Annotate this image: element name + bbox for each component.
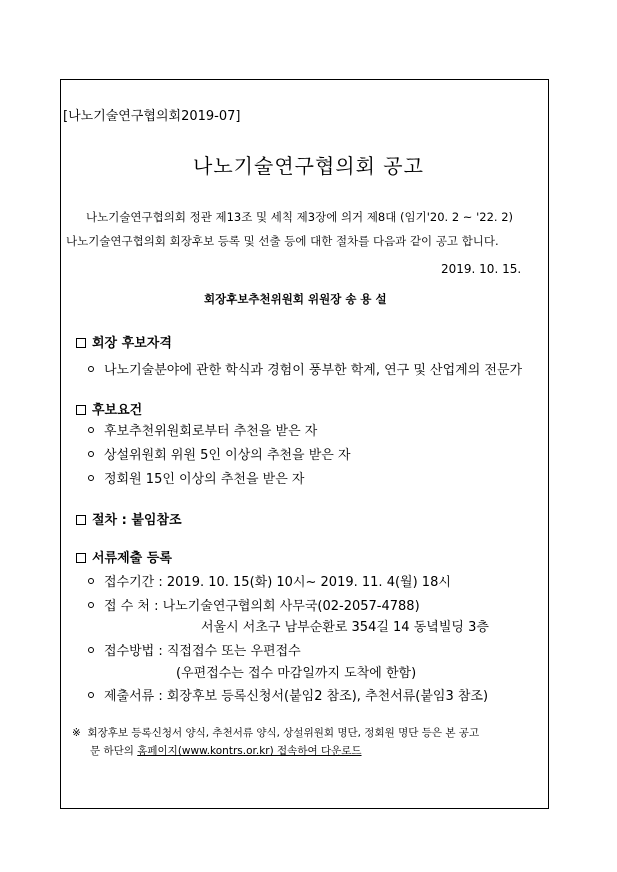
section-qualification-heading: 회장 후보자격 bbox=[76, 332, 172, 351]
list-item-method: 접수방법 : 직접접수 또는 우편접수 bbox=[88, 640, 301, 659]
reference-number: [나노기술연구협의회2019-07] bbox=[63, 109, 241, 124]
list-item: 상설위원회 위원 5인 이상의 추천을 받은 자 bbox=[88, 444, 351, 463]
checkbox-square-icon bbox=[76, 553, 86, 563]
circle-bullet-icon bbox=[88, 647, 94, 653]
page-title: 나노기술연구협의회 공고 bbox=[193, 154, 424, 178]
circle-bullet-icon bbox=[88, 602, 94, 608]
section-requirements-heading: 후보요건 bbox=[76, 399, 142, 418]
footnote-line-2: 문 하단의 홈페이지(www.kontrs.or.kr) 접속하여 다운로드 bbox=[90, 745, 362, 757]
method-note: (우편접수는 접수 마감일까지 도착에 한함) bbox=[176, 666, 417, 681]
list-item-period: 접수기간 : 2019. 10. 15(화) 10시~ 2019. 11. 4(월) 18시 bbox=[88, 571, 451, 590]
list-item: 나노기술분야에 관한 학식과 경험이 풍부한 학계, 연구 및 산업계의 전문가 bbox=[88, 359, 522, 378]
checkbox-square-icon bbox=[76, 515, 86, 525]
circle-bullet-icon bbox=[88, 427, 94, 433]
list-item: 후보추천위원회로부터 추천을 받은 자 bbox=[88, 420, 317, 439]
office-address: 서울시 서초구 남부순환로 354길 14 동녘빌딩 3층 bbox=[201, 620, 489, 635]
checkbox-square-icon bbox=[76, 405, 86, 415]
circle-bullet-icon bbox=[88, 475, 94, 481]
homepage-link[interactable]: 홈페이지(www.kontrs.or.kr) 접속하여 다운로드 bbox=[137, 745, 362, 757]
list-item-docs: 제출서류 : 회장후보 등록신청서(붙임2 참조), 추천서류(붙임3 참조) bbox=[88, 685, 488, 704]
signature: 회장후보추천위원회 위원장 송 용 설 bbox=[204, 292, 387, 306]
intro-line-2: 나노기술연구협의회 회장후보 등록 및 선출 등에 대한 절차를 다음과 같이 공고 합니다. bbox=[66, 234, 499, 248]
circle-bullet-icon bbox=[88, 578, 94, 584]
reference-mark-icon: ※ bbox=[72, 727, 81, 739]
checkbox-square-icon bbox=[76, 338, 86, 348]
list-item: 정회원 15인 이상의 추천을 받은 자 bbox=[88, 468, 304, 487]
circle-bullet-icon bbox=[88, 366, 94, 372]
footnote-line-1: ※ 회장후보 등록신청서 양식, 추천서류 양식, 상설위원회 명단, 정회원 명단 등은 본 공고 bbox=[72, 727, 480, 739]
section-documents-heading: 서류제출 등록 bbox=[76, 547, 172, 566]
circle-bullet-icon bbox=[88, 451, 94, 457]
circle-bullet-icon bbox=[88, 692, 94, 698]
section-procedure-heading: 절차 : 붙임참조 bbox=[76, 509, 182, 528]
intro-line-1: 나노기술연구협의회 정관 제13조 및 세칙 제3장에 의거 제8대 (임기'20. 2 ~ '22. 2) bbox=[86, 210, 513, 224]
announcement-date: 2019. 10. 15. bbox=[441, 262, 522, 276]
list-item-office: 접 수 처 : 나노기술연구협의회 사무국(02-2057-4788) bbox=[88, 595, 420, 614]
